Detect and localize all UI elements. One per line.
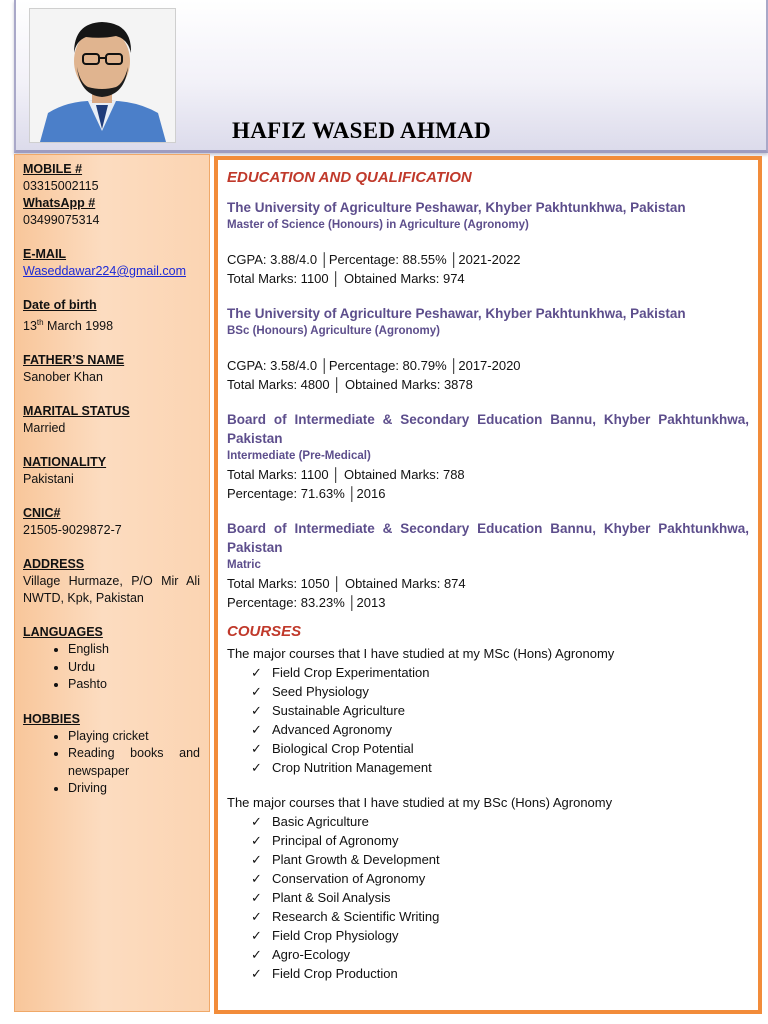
courses-heading: COURSES [227, 623, 302, 640]
marital-status: Married [23, 421, 66, 436]
dob-label: Date of birth [23, 298, 97, 312]
languages-list [23, 641, 200, 694]
education-detail: CGPA: 3.88/4.0 │Percentage: 88.55% │2021-2022 [227, 252, 521, 267]
degree-title: BSc (Honours) Agriculture (Agronomy) [227, 325, 440, 337]
institution-name: Board of Intermediate & Secondary Education Bannu, Khyber Pakhtunkhwa, Pakistan [227, 521, 749, 555]
list-item: ✓ Research & Scientific Writing [251, 909, 440, 924]
checkmark-icon: ✓ [251, 890, 262, 905]
hobbies-label: HOBBIES [23, 711, 80, 726]
education-detail: CGPA: 3.58/4.0 │Percentage: 80.79% │2017-2020 [227, 358, 521, 373]
list-item: • Playing cricket [68, 728, 200, 746]
mobile-label: MOBILE # [23, 162, 83, 176]
list-item: ✓ Plant Growth & Development [251, 852, 440, 867]
hobbies-list [23, 728, 200, 798]
list-item: ✓ Seed Physiology [251, 684, 369, 699]
education-detail: Total Marks: 1100 │ Obtained Marks: 788 [227, 467, 465, 482]
degree-title: Master of Science (Honours) in Agriculture (Agronomy) [227, 219, 529, 231]
cnic-number: 21505-9029872-7 [23, 523, 122, 538]
list-item: ✓ Field Crop Experimentation [251, 665, 430, 680]
checkmark-icon: ✓ [251, 722, 262, 737]
list-item: • English [68, 641, 200, 659]
education-heading: EDUCATION AND QUALIFICATION [227, 169, 472, 186]
degree-title: Matric [227, 559, 261, 571]
list-item: ✓ Field Crop Physiology [251, 928, 399, 943]
nationality-label: NATIONALITY [23, 455, 107, 470]
msc-courses-intro: The major courses that I have studied at my MSc (Hons) Agronomy [227, 646, 615, 661]
list-item: • Driving [68, 780, 200, 798]
list-item: ✓ Biological Crop Potential [251, 741, 414, 756]
education-detail: Total Marks: 1050 │ Obtained Marks: 874 [227, 576, 466, 591]
father-name-label: FATHER’S NAME [23, 353, 125, 368]
list-item: • Pashto [68, 676, 200, 694]
checkmark-icon: ✓ [251, 703, 262, 718]
list-item: ✓ Advanced Agronomy [251, 722, 392, 737]
mobile-number: 03315002115 [23, 179, 99, 193]
languages-label: LANGUAGES [23, 625, 103, 640]
checkmark-icon: ✓ [251, 665, 262, 680]
institution-name: The University of Agriculture Peshawar, Khyber Pakhtunkhwa, Pakistan [227, 306, 686, 321]
institution-name: Board of Intermediate & Secondary Education Bannu, Khyber Pakhtunkhwa, Pakistan [227, 412, 749, 446]
address: Village Hurmaze, P/O Mir Ali NWTD, Kpk, Pakistan [23, 574, 200, 606]
education-detail: Percentage: 71.63% │2016 [227, 486, 386, 501]
person-portrait-icon [30, 9, 175, 142]
header-banner [14, 0, 768, 153]
list-item: • Reading books and newspaper [68, 745, 200, 780]
list-item: ✓ Crop Nutrition Management [251, 760, 432, 775]
dob-value: 13th March 1998 [23, 318, 114, 334]
institution-name: The University of Agriculture Peshawar, Khyber Pakhtunkhwa, Pakistan [227, 200, 686, 215]
main-content [214, 156, 762, 1014]
checkmark-icon: ✓ [251, 947, 262, 962]
msc-courses-list [227, 663, 749, 777]
whatsapp-number: 03499075314 [23, 213, 100, 227]
checkmark-icon: ✓ [251, 909, 262, 924]
checkmark-icon: ✓ [251, 760, 262, 775]
checkmark-icon: ✓ [251, 814, 262, 829]
list-item: • Urdu [68, 659, 200, 677]
list-item: ✓ Plant & Soil Analysis [251, 890, 391, 905]
address-label: ADDRESS [23, 557, 85, 572]
candidate-name: HAFIZ WASED AHMAD [232, 118, 491, 143]
list-item: ✓ Conservation of Agronomy [251, 871, 426, 886]
list-item: ✓ Agro-Ecology [251, 947, 351, 962]
contact-sidebar [14, 154, 210, 1012]
list-item: ✓ Sustainable Agriculture [251, 703, 405, 718]
checkmark-icon: ✓ [251, 741, 262, 756]
checkmark-icon: ✓ [251, 684, 262, 699]
profile-photo [29, 8, 176, 143]
bsc-courses-intro: The major courses that I have studied at my BSc (Hons) Agronomy [227, 795, 613, 810]
marital-status-label: MARITAL STATUS [23, 404, 130, 419]
list-item: ✓ Principal of Agronomy [251, 833, 399, 848]
cnic-label: CNIC# [23, 506, 61, 521]
email-link[interactable]: Waseddawar224@gmail.com [23, 264, 186, 278]
degree-title: Intermediate (Pre-Medical) [227, 450, 371, 462]
nationality: Pakistani [23, 472, 74, 487]
whatsapp-label: WhatsApp # [23, 196, 96, 210]
bsc-courses-list [227, 812, 749, 983]
father-name: Sanober Khan [23, 370, 103, 385]
education-detail: Total Marks: 4800 │ Obtained Marks: 3878 [227, 377, 473, 392]
education-detail: Total Marks: 1100 │ Obtained Marks: 974 [227, 271, 465, 286]
checkmark-icon: ✓ [251, 966, 262, 981]
email-label: E-MAIL [23, 247, 67, 261]
checkmark-icon: ✓ [251, 871, 262, 886]
list-item: ✓ Field Crop Production [251, 966, 398, 981]
checkmark-icon: ✓ [251, 928, 262, 943]
education-detail: Percentage: 83.23% │2013 [227, 595, 386, 610]
checkmark-icon: ✓ [251, 852, 262, 867]
list-item: ✓ Basic Agriculture [251, 814, 369, 829]
checkmark-icon: ✓ [251, 833, 262, 848]
